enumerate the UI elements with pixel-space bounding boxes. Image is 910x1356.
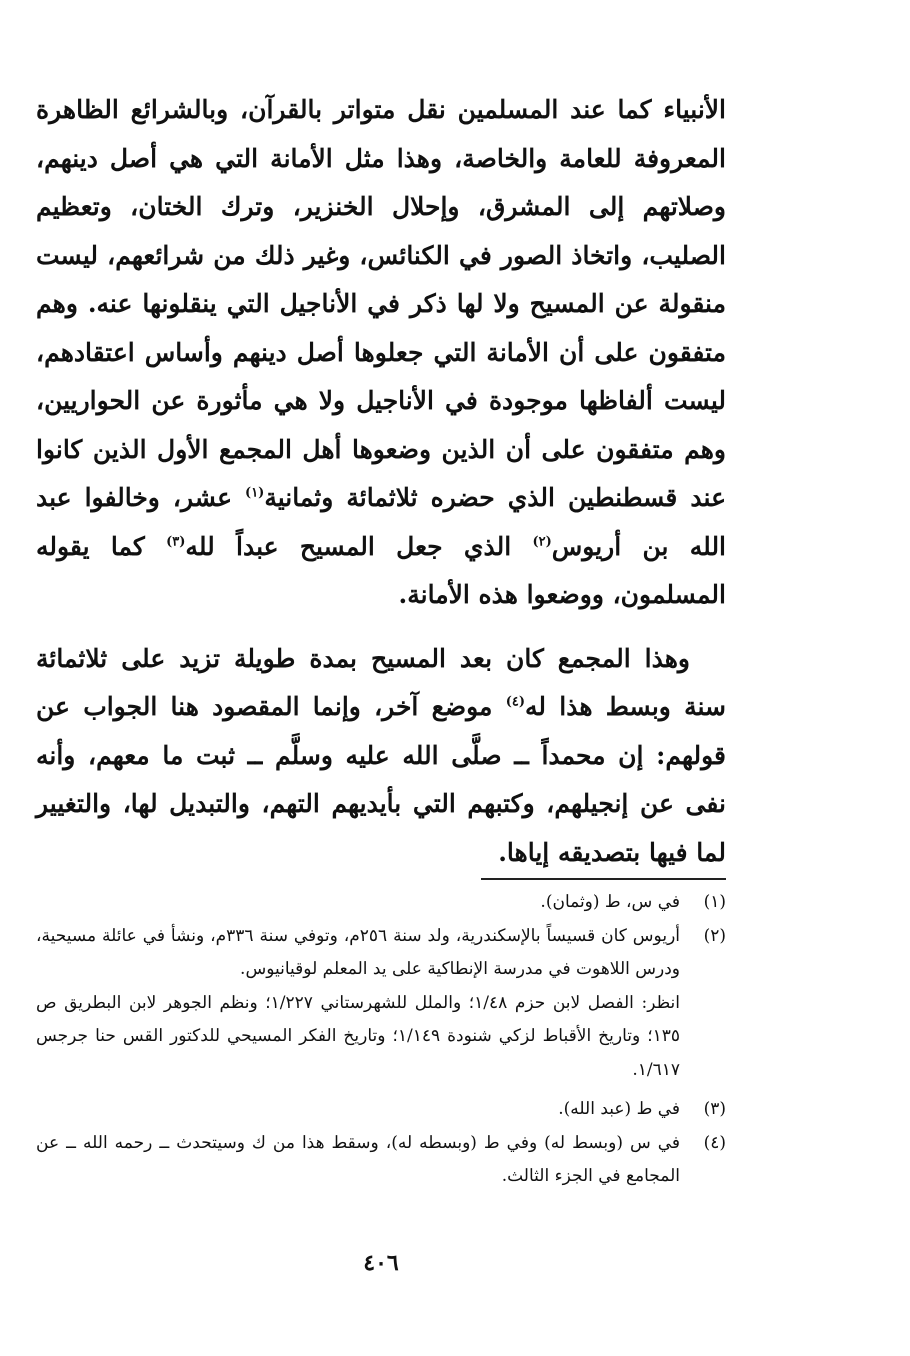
footnote-text: في ط (عبد الله). <box>558 1099 680 1119</box>
paragraph-2-text-b: موضع آخر، وإنما المقصود هنا الجواب عن قولهم: إن محمداً ــ صلَّى الله عليه وسلَّم ــ ثبت ما معهم، وأنه نفى عن إنجيلهم، وكتبهم التي بأيديهم التهم، والتبديل لها، والتغيير لما فيها بتصديقه إياها. <box>36 692 726 867</box>
page-number: ٤٠٦ <box>363 1250 399 1276</box>
footnote-number: (٤) <box>703 1132 726 1153</box>
footnote-ref-2[interactable]: (٢) <box>532 534 552 550</box>
footnote-4 <box>36 1127 726 1194</box>
paragraph-1 <box>36 86 726 620</box>
paragraph-2 <box>36 635 726 878</box>
footnote-number: (٣) <box>703 1099 726 1119</box>
footnote-text: في س (وبسط له) وفي ط (وبسطه له)، وسقط هذا من ك وسيتحدث ــ رحمه الله ــ عن المجامع في الجزء الثالث. <box>36 1132 680 1186</box>
footnote-1 <box>36 886 726 920</box>
paragraph-1-text-d: كما يقوله المسلمون، ووضعوا هذه الأمانة. <box>36 531 726 609</box>
footnote-ref-1[interactable]: (١) <box>245 485 265 501</box>
paragraph-1-text-b: عشر، وخالفوا عبد الله بن أريوس <box>36 483 727 561</box>
footnote-text: أريوس كان قسيساً بالإسكندرية، ولد سنة ٢٥٦م، وتوفي سنة ٣٣٦م، ونشأ في عائلة مسيحية، ودرس اللاهوت في مدرسة الإنطاكية على يد المعلم لوقيانيوس. <box>36 925 681 979</box>
paragraph-1-text-a: الأنبياء كما عند المسلمين نقل متواتر بالقرآن، وبالشرائع الظاهرة المعروفة للعامة والخاصة، وهذا مثل الأمانة التي هي أصل دينهم، وصلاتهم إلى المشرق، وإحلال الخنزير، وترك الختان، وتعظيم الصليب، واتخاذ الصور في الكنائس، وغير ذلك من شرائعهم، ليست منقولة عن المسيح ولا لها ذكر في الأناجيل التي ينقلونها عنه. وهم متفقون على أن الأمانة التي جعلوها أصل دينهم وأساس اعتقادهم، ليست ألفاظها موجودة في الأناجيل ولا هي مأثورة عن الحواريين، وهم متفقون على أن الذين وضعوها أهل المجمع الأول الذين كانوا عند قسطنطين الذي حضره ثلاثمائة وثمانية <box>36 95 726 512</box>
footnote-ref-4[interactable]: (٤) <box>505 694 526 710</box>
footnote-number: (٢) <box>703 925 726 946</box>
footnote-text: في س، ط (وثمان). <box>540 892 680 912</box>
paragraph-1-text-c: الذي جعل المسيح عبداً لله <box>185 531 533 561</box>
footnote-ref-3[interactable]: (٣) <box>166 534 186 550</box>
footnote-number: (١) <box>703 892 726 912</box>
footnote-continuation: انظر: الفصل لابن حزم ١/٤٨؛ والملل للشهرستاني ١/٢٢٧؛ ونظم الجوهر لابن البطريق ص ١٣٥؛ وتاريخ الأقباط لزكي شنودة ١/١٤٩؛ وتاريخ الفكر المسيحي للدكتور القس حنا جرجس ١/٦١٧. <box>36 992 680 1080</box>
footnotes-section <box>36 886 726 1194</box>
document-page <box>36 86 726 1286</box>
footnote-separator <box>481 878 726 880</box>
paragraph-2-text-a: وهذا المجمع كان بعد المسيح بمدة طويلة تزيد على ثلاثمائة سنة وبسط هذا له <box>36 643 727 721</box>
main-text <box>36 86 726 877</box>
footnote-3 <box>36 1093 726 1127</box>
footnote-2 <box>36 920 726 1088</box>
